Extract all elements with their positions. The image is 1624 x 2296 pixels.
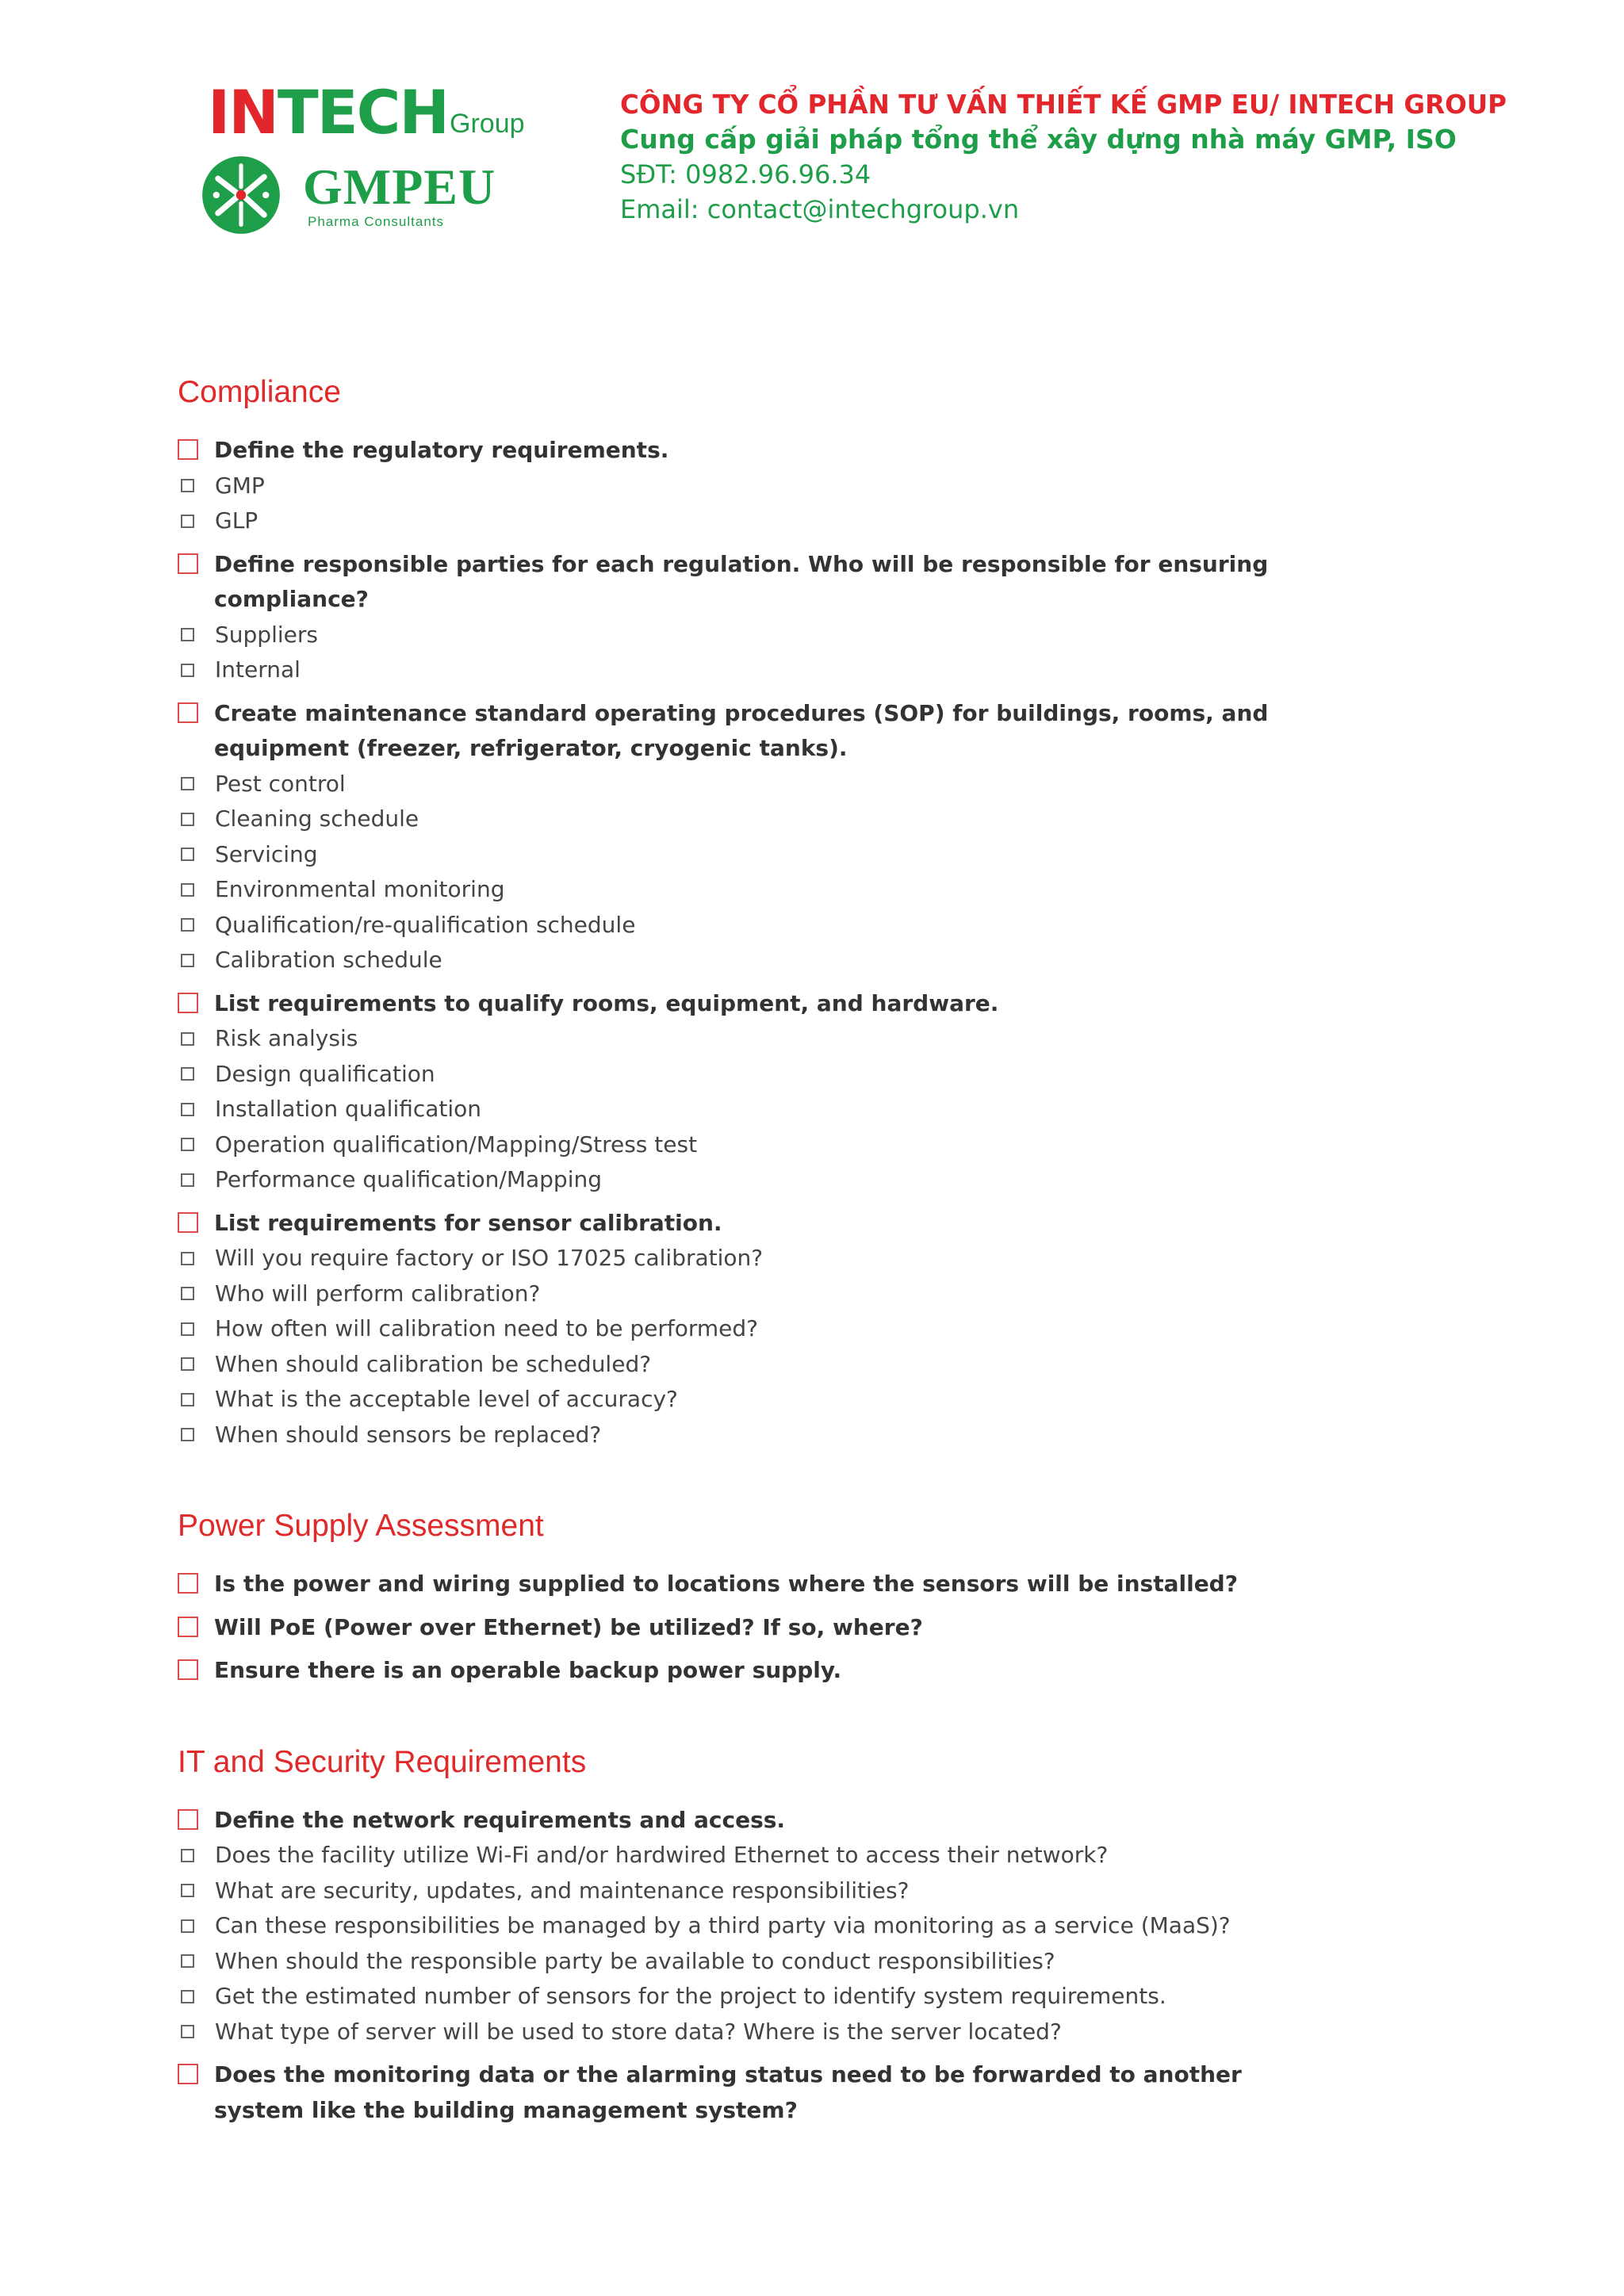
item-text: When should calibration be scheduled? <box>215 1350 652 1377</box>
item-text: Can these responsibilities be managed by a third party via monitoring as a service (MaaS)? <box>215 1912 1231 1938</box>
section-title: Power Supply Assessment <box>178 1509 544 1543</box>
item-text: Performance qualification/Mapping <box>215 1166 602 1192</box>
item-text: What is the acceptable level of accuracy? <box>215 1386 678 1412</box>
item-checkbox[interactable] <box>181 1322 194 1336</box>
item-text: Installation qualification <box>215 1096 482 1122</box>
item-checkbox[interactable] <box>181 848 194 861</box>
item-checkbox[interactable] <box>181 954 194 967</box>
intech-logo-part2: TECH <box>277 77 449 147</box>
checklist-item <box>178 1382 1446 1418</box>
item-checkbox[interactable] <box>181 1138 194 1151</box>
checklist-item <box>178 618 1446 653</box>
item-text: Qualification/re-qualification schedule <box>215 911 636 938</box>
question-checkbox[interactable] <box>178 702 198 723</box>
checklist-item <box>178 1127 1446 1163</box>
question-checkbox[interactable] <box>178 1212 198 1233</box>
company-info <box>620 87 1507 227</box>
item-checkbox[interactable] <box>181 1287 194 1300</box>
item-text: Cleaning schedule <box>215 806 419 832</box>
section-title: IT and Security Requirements <box>178 1744 587 1779</box>
item-checkbox[interactable] <box>181 1884 194 1897</box>
intech-logo-part1: IN <box>208 77 278 147</box>
item-checkbox[interactable] <box>181 1919 194 1933</box>
item-checkbox[interactable] <box>181 777 194 790</box>
gmpeu-wordmark: GMPEU <box>303 159 496 215</box>
checklist-item <box>178 1418 1446 1453</box>
checklist-question <box>178 433 1446 469</box>
checklist-item <box>178 1276 1446 1312</box>
item-text: Pest control <box>215 770 346 797</box>
item-checkbox[interactable] <box>181 1173 194 1187</box>
item-checkbox[interactable] <box>181 1849 194 1862</box>
item-checkbox[interactable] <box>181 1103 194 1116</box>
checklist-question <box>178 986 1446 1022</box>
item-checkbox[interactable] <box>181 1990 194 2003</box>
checklist-item <box>178 1838 1446 1873</box>
checklist-item <box>178 802 1446 837</box>
checklist-item <box>178 469 1446 504</box>
question-checkbox[interactable] <box>178 439 198 460</box>
item-checkbox[interactable] <box>181 1357 194 1371</box>
intech-logo-suffix: Group <box>450 109 525 139</box>
checklist-item <box>178 1311 1446 1347</box>
checklist-item <box>178 908 1446 943</box>
checklist-item <box>178 2015 1446 2050</box>
item-text: What are security, updates, and maintenance responsibilities? <box>215 1877 910 1904</box>
item-text: Risk analysis <box>215 1025 358 1051</box>
checklist-item <box>178 1908 1446 1944</box>
item-text: When should sensors be replaced? <box>215 1421 602 1448</box>
checklist-question <box>178 547 1446 618</box>
section <box>178 1506 1446 1689</box>
checklist-content <box>178 373 1446 2182</box>
question-text: Does the monitoring data or the alarming status need to be forwarded to another system like the building management system? <box>214 2061 1242 2123</box>
intech-logo <box>208 77 525 147</box>
item-text: Get the estimated number of sensors for the project to identify system requirements. <box>215 1983 1166 2009</box>
checklist-item <box>178 1162 1446 1198</box>
item-text: Environmental monitoring <box>215 876 505 902</box>
checklist-item <box>178 1021 1446 1057</box>
checklist-question <box>178 1653 1446 1689</box>
checklist-question <box>178 1803 1446 1839</box>
checklist-item <box>178 1241 1446 1276</box>
checklist-item <box>178 872 1446 908</box>
company-name: CÔNG TY CỔ PHẦN TƯ VẤN THIẾT KẾ GMP EU/ INTECH GROUP <box>620 90 1507 120</box>
checklist-item <box>178 1873 1446 1909</box>
item-text: Does the facility utilize Wi-Fi and/or hardwired Ethernet to access their network? <box>215 1842 1109 1868</box>
checklist-item <box>178 943 1446 978</box>
item-checkbox[interactable] <box>181 1032 194 1046</box>
item-text: Suppliers <box>215 621 318 648</box>
item-checkbox[interactable] <box>181 918 194 932</box>
item-checkbox[interactable] <box>181 515 194 528</box>
checklist-item <box>178 1944 1446 1980</box>
checklist-item <box>178 1057 1446 1093</box>
item-text: Who will perform calibration? <box>215 1280 541 1307</box>
item-checkbox[interactable] <box>181 1067 194 1081</box>
item-checkbox[interactable] <box>181 479 194 492</box>
item-checkbox[interactable] <box>181 1252 194 1265</box>
item-checkbox[interactable] <box>181 813 194 826</box>
item-text: GLP <box>215 507 259 534</box>
question-text: List requirements for sensor calibration. <box>214 1209 722 1236</box>
checklist-question <box>178 2057 1446 2128</box>
item-text: Calibration schedule <box>215 947 442 973</box>
section <box>178 1743 1446 2129</box>
item-checkbox[interactable] <box>181 1954 194 1968</box>
item-checkbox[interactable] <box>181 1393 194 1406</box>
question-text: Create maintenance standard operating procedures (SOP) for buildings, rooms, and equipment (freezer, refrigerator, cryogenic tanks). <box>214 699 1269 761</box>
question-text: Define the network requirements and access. <box>214 1806 786 1833</box>
question-checkbox[interactable] <box>178 1659 198 1680</box>
checklist-item <box>178 652 1446 688</box>
company-email: Email: contact@intechgroup.vn <box>620 194 1020 224</box>
checklist-item <box>178 837 1446 873</box>
question-checkbox[interactable] <box>178 993 198 1013</box>
item-text: When should the responsible party be available to conduct responsibilities? <box>215 1947 1055 1974</box>
item-checkbox[interactable] <box>181 664 194 677</box>
checklist-question <box>178 1567 1446 1602</box>
question-text: List requirements to qualify rooms, equipment, and hardware. <box>214 989 999 1016</box>
item-checkbox[interactable] <box>181 628 194 641</box>
question-text: Define the regulatory requirements. <box>214 437 669 463</box>
checklist-item <box>178 1092 1446 1127</box>
item-text: Design qualification <box>215 1060 435 1087</box>
question-checkbox[interactable] <box>178 2064 198 2084</box>
company-slogan: Cung cấp giải pháp tổng thể xây dựng nhà máy GMP, ISO <box>620 124 1457 155</box>
item-text: Operation qualification/Mapping/Stress test <box>215 1131 698 1158</box>
item-text: What type of server will be used to store data? Where is the server located? <box>215 2018 1062 2045</box>
checklist-item <box>178 1347 1446 1383</box>
item-checkbox[interactable] <box>181 883 194 897</box>
gmpeu-emblem-icon <box>200 154 282 236</box>
item-checkbox[interactable] <box>181 2025 194 2038</box>
question-text: Is the power and wiring supplied to locations where the sensors will be installed? <box>214 1571 1238 1597</box>
letterhead <box>0 0 1624 262</box>
item-checkbox[interactable] <box>181 1428 194 1441</box>
gmpeu-logo <box>200 152 501 239</box>
checklist-item <box>178 767 1446 802</box>
section <box>178 373 1446 1452</box>
checklist-question <box>178 696 1446 767</box>
item-text: Servicing <box>215 840 318 867</box>
question-checkbox[interactable] <box>178 1617 198 1637</box>
section-title: Compliance <box>178 375 341 409</box>
item-text: How often will calibration need to be performed? <box>215 1315 759 1341</box>
gmpeu-tagline: Pharma Consultants <box>308 214 445 229</box>
checklist-item <box>178 503 1446 539</box>
checklist-question <box>178 1206 1446 1242</box>
checklist-item <box>178 1979 1446 2015</box>
question-checkbox[interactable] <box>178 553 198 574</box>
question-checkbox[interactable] <box>178 1573 198 1594</box>
question-text: Ensure there is an operable backup power supply. <box>214 1657 842 1683</box>
item-text: Will you require factory or ISO 17025 calibration? <box>215 1245 764 1271</box>
question-text: Will PoE (Power over Ethernet) be utilized? If so, where? <box>214 1613 923 1640</box>
checklist-question <box>178 1610 1446 1646</box>
item-text: GMP <box>215 472 265 499</box>
question-checkbox[interactable] <box>178 1809 198 1830</box>
company-phone: SĐT: 0982.96.96.34 <box>620 159 871 189</box>
question-text: Define responsible parties for each regulation. Who will be responsible for ensuring compliance? <box>214 550 1269 612</box>
item-text: Internal <box>215 656 301 683</box>
